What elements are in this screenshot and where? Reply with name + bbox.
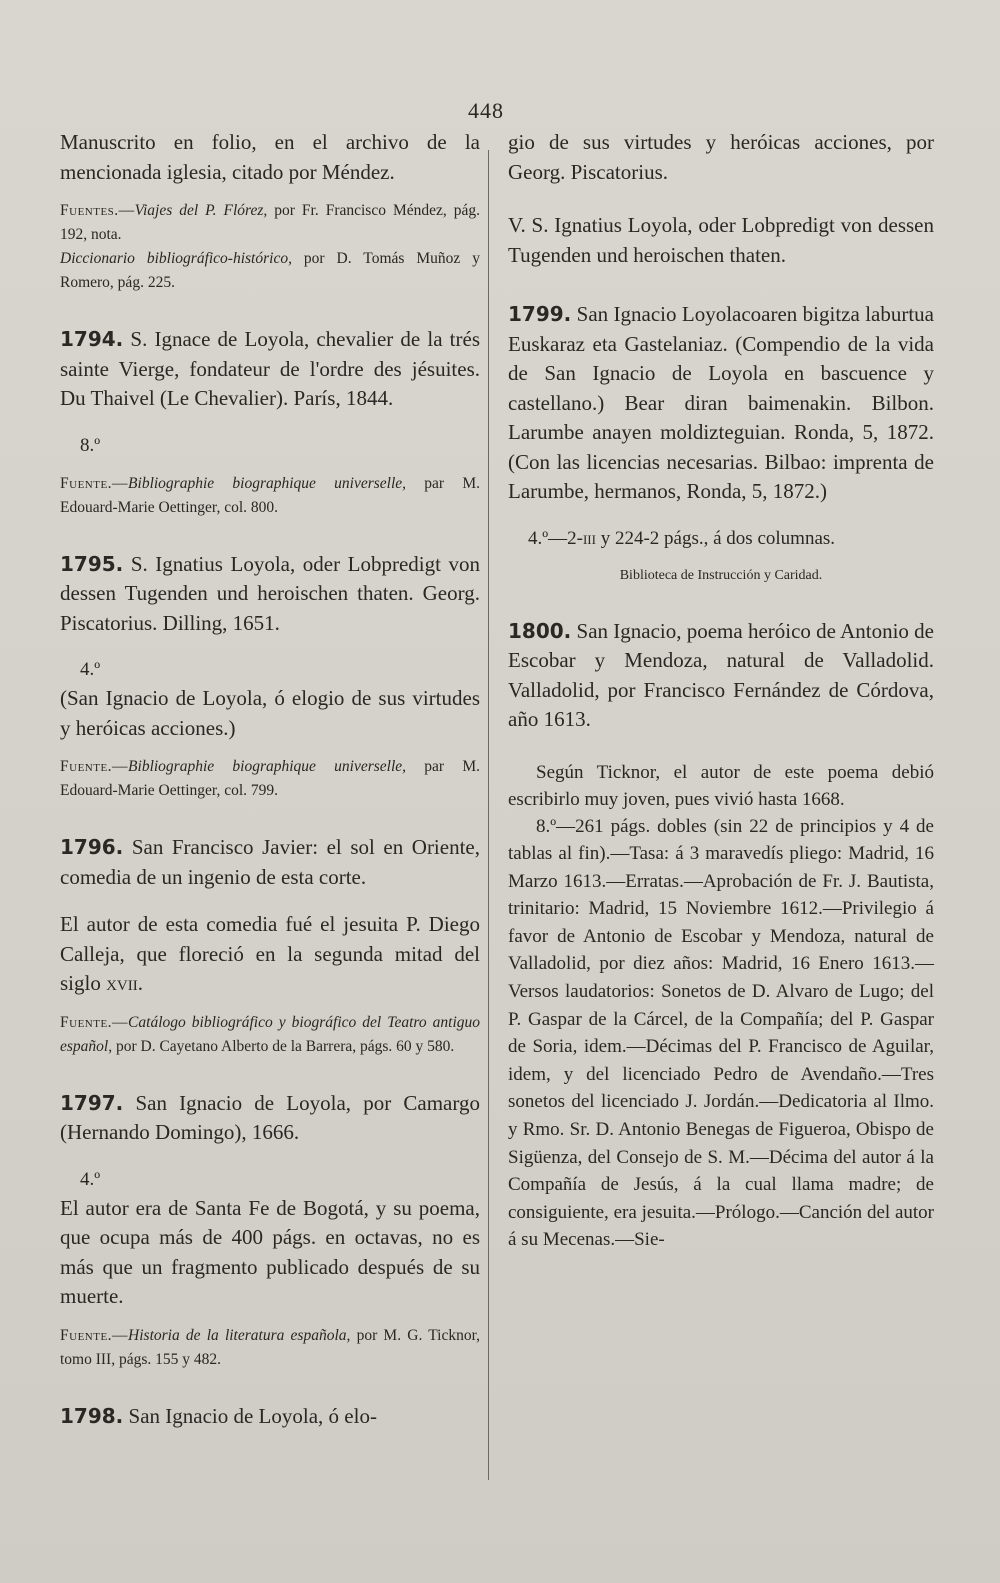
source-detail: por Fr. Francisco Méndez, pág. 192, nota. xyxy=(60,202,480,243)
source-work: Bibliographie biographique universelle, xyxy=(128,474,407,492)
source-work: Diccionario bibliográfico-histórico, xyxy=(60,250,292,267)
intro-text: Manuscrito en folio, en el archivo de la mencionada iglesia, citado por Méndez. xyxy=(60,130,480,184)
century-numeral: xvii xyxy=(106,971,138,995)
source-work: Viajes del P. Flórez, xyxy=(134,202,268,219)
entry-source xyxy=(60,755,480,803)
entry-source xyxy=(60,472,480,520)
entry-number: 1800. xyxy=(508,618,572,643)
entry-number: 1794. xyxy=(60,327,124,351)
left-column xyxy=(60,128,480,1431)
entry-source xyxy=(60,1011,480,1059)
entry-title: San Ignacio de Loyola, por Camargo (Hernando Domingo), 1666. xyxy=(60,1090,480,1144)
page-number: 448 xyxy=(468,98,504,123)
entry-number: 1798. xyxy=(60,1403,124,1428)
entry-title: San Ignacio, poema heróico de Antonio de Escobar y Mendoza, natural de Valladolid. Valladolid, por Francisco Fernández de Córdova, año 1613. xyxy=(508,618,934,731)
format-text: 4.º—2- xyxy=(528,527,583,549)
library-location: Biblioteca de Instrucción y Caridad. xyxy=(619,567,823,583)
entry-1798 xyxy=(60,1402,480,1432)
format-rest: y 224-2 págs., á dos columnas. xyxy=(595,527,836,549)
entry-number: 1796. xyxy=(60,835,124,859)
entry-details: 8.º—261 págs. dobles (sin 22 de principios y 4 de tablas al fin).—Tasa: á 3 maravedís pliego: Madrid, 16 Marzo 1613.—Erratas.—Aprobación de Fr. J. Bautista, trinitario: Madrid, 15 Noviembre 1612.—Privilegio á favor de Antonio de Escobar y Mendoza, natural de Valladolid, por diez años: Madrid, 16 Enero 1613.—Versos laudatorios: Sonetos de D. Alvaro de Lugo; del P. Gaspar de la Cárcel, de la Compañía; del P. Gaspar de Soria, idem.—Décimas del P. Francisco de Aguilar, idem, y del licenciado Pedro de Avendaño.—Tres sonetos del licenciado J. Jordán.—Dedicatoria al Ilmo. y Rmo. Sr. D. Antonio Benegas de Figueroa, Obispo de Sigüenza, del Consejo de S. M.—Décima del autor á la Compañía de Jesús, á la cual llama madre; de consiguiente, era jesuita.—Prólogo.—Canción del autor á su Mecenas.—Sie- xyxy=(508,815,934,1251)
entry-1794 xyxy=(60,325,480,414)
entry-note xyxy=(60,910,480,999)
source-label: Fuente.— xyxy=(60,1013,129,1031)
entry-format xyxy=(508,525,934,553)
entry-source xyxy=(60,1324,480,1372)
entry-title: S. Ignace de Loyola, chevalier de la trés sainte Vierge, fondateur de l'ordre des jésuites. Du Thaivel (Le Chevalier). París, 1844. xyxy=(60,327,480,410)
entry-note: El autor era de Santa Fe de Bogotá, y su poema, que ocupa más de 400 págs. en octavas, no es más que un fragmento publicado después de su muerte. xyxy=(60,1195,480,1308)
entry-1798-variant: V. S. Ignatius Loyola, oder Lobpredigt von dessen Tugenden und heroischen thaten. xyxy=(508,213,934,267)
format-numeral: iii xyxy=(582,527,596,549)
source-work: Catálogo bibliográfico y biográfico del Teatro antiguo español, xyxy=(60,1013,480,1055)
entry-1796 xyxy=(60,833,480,892)
entry-1797 xyxy=(60,1089,480,1148)
entry-title: S. Ignatius Loyola, oder Lobpredigt von dessen Tugenden und heroischen thaten. Georg. Piscatorius. Dilling, 1651. xyxy=(60,551,480,635)
entry-note: Según Ticknor, el autor de este poema debió escribirlo muy joven, pues vivió hasta 1668. xyxy=(508,761,934,810)
note-end: . xyxy=(137,971,143,995)
entry-number: 1799. xyxy=(508,302,572,326)
entry-1795 xyxy=(60,550,480,639)
source-detail: par M. Edouard-Marie Oettinger, col. 800. xyxy=(60,474,480,516)
source-label: Fuentes.— xyxy=(60,202,135,219)
source-work: Bibliographie biographique universelle, xyxy=(128,758,407,775)
source-label: Fuente.— xyxy=(60,1326,129,1344)
source-label: Fuente.— xyxy=(60,758,129,775)
entry-title: San Ignacio de Loyola, ó elo- xyxy=(123,1403,377,1428)
source-detail: par M. Edouard-Marie Oettinger, col. 799. xyxy=(60,758,480,799)
source-detail: por D. Cayetano Alberto de la Barrera, págs. 60 y 580. xyxy=(112,1037,455,1055)
entry-1800 xyxy=(508,617,934,735)
entry-1798-continued: gio de sus virtudes y heróicas acciones, por Georg. Piscatorius. xyxy=(508,130,934,184)
entry-note: (San Ignacio de Loyola, ó elogio de sus virtudes y heróicas acciones.) xyxy=(60,686,480,740)
entry-format: 4.º xyxy=(80,1168,101,1190)
entry-format: 8.º xyxy=(80,434,101,456)
source-detail: por M. G. Ticknor, tomo III, págs. 155 y 482. xyxy=(60,1326,480,1368)
entry-number: 1795. xyxy=(60,551,124,576)
entry-format: 4.º xyxy=(80,659,101,680)
entry-title: San Ignacio Loyolacoaren bigitza laburtua Euskaraz eta Gastelaniaz. (Compendio de la vida de San Ignacio de Loyola en bascuence y castellano.) Bear diran baimenakin. Bilbon. Larumbe anayen moldizteguian. Ronda, 5, 1872. (Con las licencias necesarias. Bilbao: imprenta de Larumbe, hermanos, Ronda, 5, 1872.) xyxy=(508,302,934,503)
intro-sources xyxy=(60,199,480,295)
entry-1799 xyxy=(508,300,934,507)
source-label: Fuente.— xyxy=(60,474,129,492)
entry-title: San Francisco Javier: el sol en Oriente, comedia de un ingenio de esta corte. xyxy=(60,835,480,889)
source-detail: por D. Tomás Muñoz y Romero, pág. 225. xyxy=(60,250,481,291)
source-work: Historia de la literatura española, xyxy=(128,1326,351,1344)
entry-number: 1797. xyxy=(60,1090,124,1115)
right-column xyxy=(508,128,934,1254)
column-divider xyxy=(488,150,489,1480)
note-text: El autor de esta comedia fué el jesuita P. Diego Calleja, que floreció en la segunda mitad del siglo xyxy=(60,912,480,995)
